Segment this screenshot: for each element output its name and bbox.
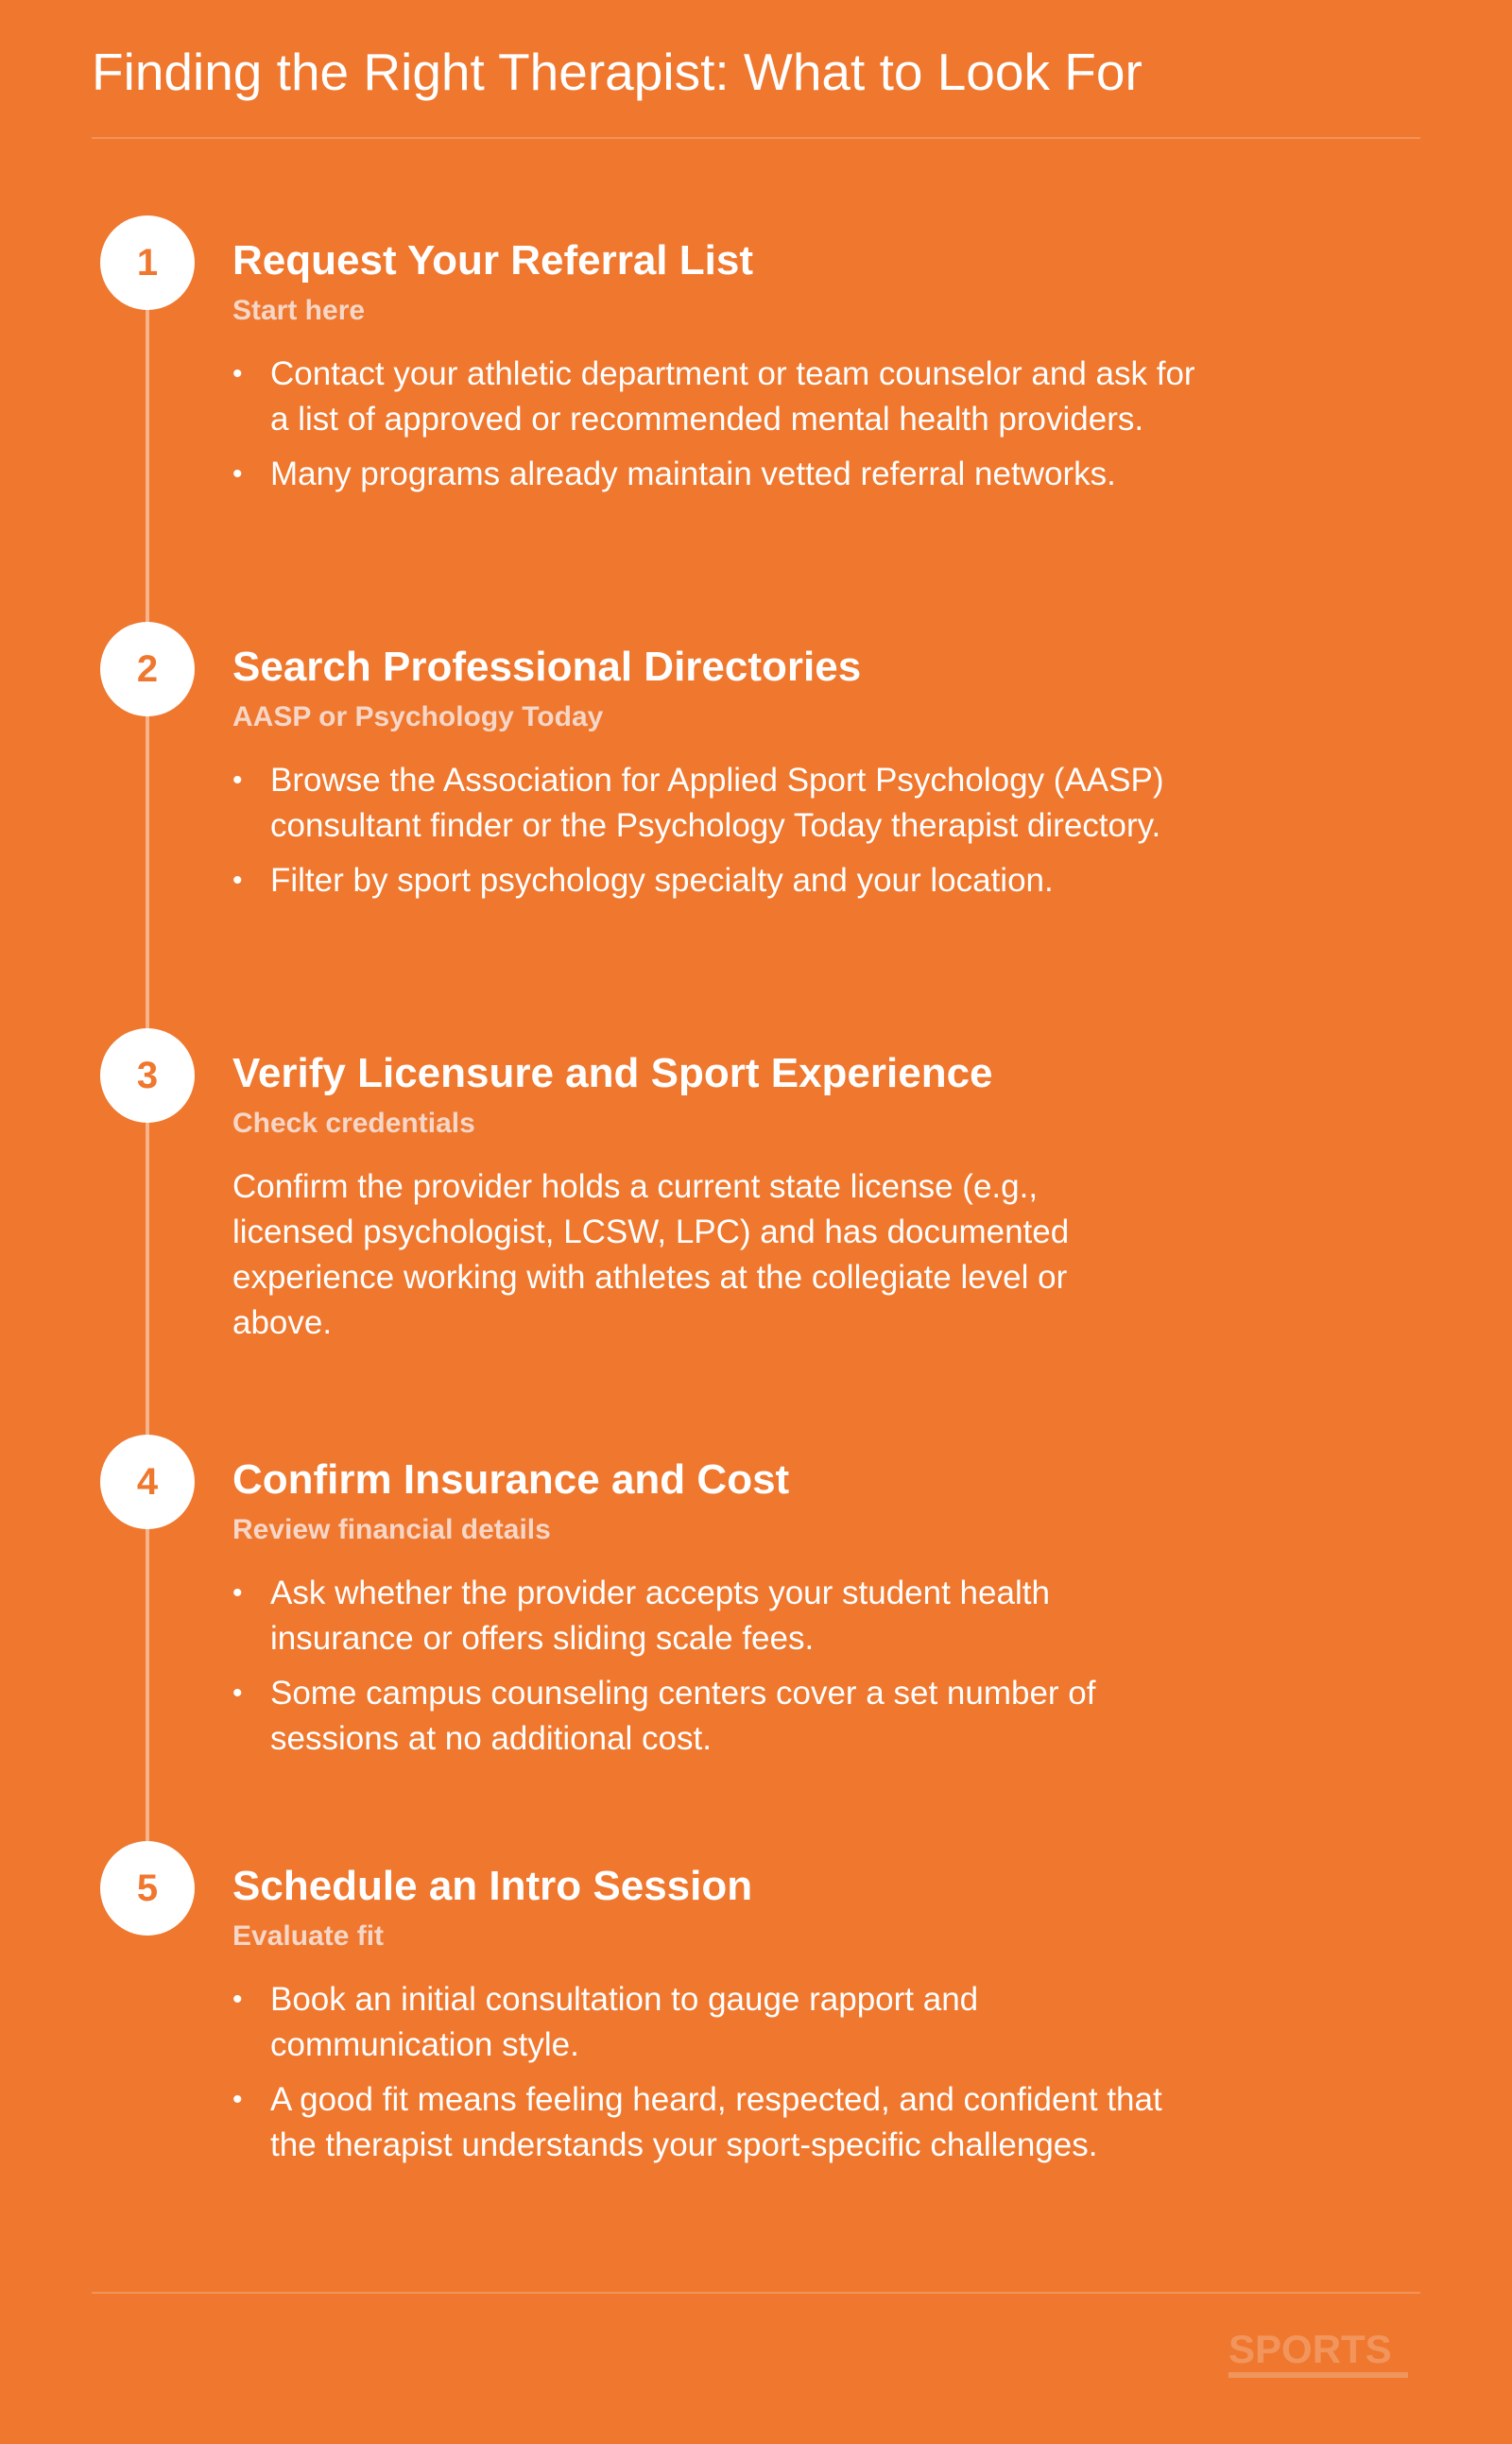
step-title: Schedule an Intro Session bbox=[232, 1863, 753, 1909]
header-divider bbox=[92, 137, 1420, 139]
step-title: Confirm Insurance and Cost bbox=[232, 1456, 790, 1503]
step-bullet-list bbox=[232, 758, 1196, 913]
brand-logo-icon bbox=[1228, 2327, 1413, 2384]
step-number-badge: 3 bbox=[100, 1028, 195, 1123]
step-number-badge: 2 bbox=[100, 622, 195, 716]
step-title: Search Professional Directories bbox=[232, 644, 862, 690]
step-bullet-list bbox=[232, 352, 1196, 507]
bullet-item: • Filter by sport psychology specialty and your location. bbox=[232, 858, 1196, 904]
page-title: Finding the Right Therapist: What to Look For bbox=[92, 43, 1143, 101]
step-bullet-list bbox=[232, 1977, 1196, 2177]
step-title: Verify Licensure and Sport Experience bbox=[232, 1050, 993, 1096]
step-subtitle: AASP or Psychology Today bbox=[232, 701, 604, 732]
bullet-item: • Contact your athletic department or team counselor and ask for a list of approved or recommended mental health providers. bbox=[232, 352, 1196, 442]
bullet-item: • Ask whether the provider accepts your student health insurance or offers sliding scale fees. bbox=[232, 1571, 1196, 1661]
footer-divider bbox=[92, 2292, 1420, 2294]
bullet-item: • Some campus counseling centers cover a set number of sessions at no additional cost. bbox=[232, 1671, 1196, 1762]
bullet-item: • Browse the Association for Applied Sport Psychology (AASP) consultant finder or the Psychology Today therapist directory. bbox=[232, 758, 1196, 849]
bullet-item: • Book an initial consultation to gauge rapport and communication style. bbox=[232, 1977, 1196, 2068]
step-number-badge: 1 bbox=[100, 215, 195, 310]
step-number-badge: 4 bbox=[100, 1435, 195, 1529]
step-subtitle: Check credentials bbox=[232, 1108, 475, 1139]
bullet-item: • Many programs already maintain vetted referral networks. bbox=[232, 452, 1196, 497]
step-bullet-list bbox=[232, 1571, 1196, 1771]
step-title: Request Your Referral List bbox=[232, 237, 753, 284]
step-subtitle: Review financial details bbox=[232, 1514, 551, 1545]
step-description: Confirm the provider holds a current state license (e.g., licensed psychologist, LCSW, LPC) and has documented experience working with athletes at the collegiate level or above. bbox=[232, 1168, 1070, 1341]
brand-logo-text: SPORTS bbox=[1228, 2327, 1392, 2371]
step-subtitle: Start here bbox=[232, 295, 366, 326]
step-number-badge: 5 bbox=[100, 1841, 195, 1936]
bullet-item: • A good fit means feeling heard, respected, and confident that the therapist understands your sport-specific challenges. bbox=[232, 2077, 1196, 2168]
step-subtitle: Evaluate fit bbox=[232, 1920, 385, 1952]
